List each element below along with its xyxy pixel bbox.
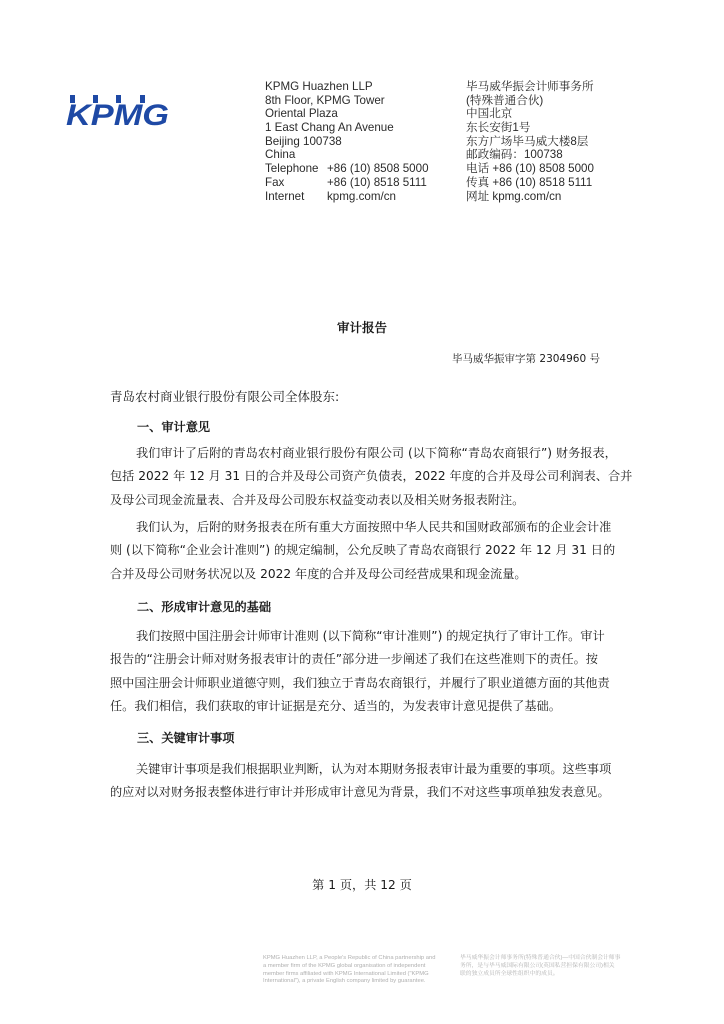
paragraph [110,625,610,718]
telephone-row [265,162,429,176]
footer-english [263,955,435,986]
paragraph [110,516,616,586]
text-line: 关键审计事项是我们根据职业判断，认为对本期财务报表审计最为重要的事项。这些事项 [136,762,612,776]
footer-line: a member firm of the KPMG global organisation of independent [263,962,426,969]
text-line: 照中国注册会计师职业道德守则，我们独立于青岛农商银行，并履行了职业道德方面的其他责 [110,675,610,690]
footer-line: 联的独立成员所全球性组织中的成员。 [460,970,559,977]
address-english [265,80,429,203]
text-line: 我们认为，后附的财务报表在所有重大方面按照中华人民共和国财政部颁布的企业会计准 [136,520,612,534]
footer-line: member firms affiliated with KPMG International Limited ("KPMG [263,970,429,977]
report-reference-number: 毕马威华振审字第 2304960 号 [452,353,600,365]
address-street-cn: 东长安街1号 [466,121,531,135]
postcode-cn: 邮政编码：100738 [466,148,563,162]
text-line: 的应对以对财务报表整体进行审计并形成审计意见为背景，我们不对这些事项单独发表意见。 [110,785,610,800]
internet-label: Internet [265,189,305,203]
kpmg-logo [66,94,170,126]
partnership-type: (特殊普通合伙) [466,93,544,107]
phone-cn: 电话 +86 (10) 8508 5000 [466,162,594,176]
address-city: Beijing 100738 [265,134,342,148]
address-plaza: Oriental Plaza [265,107,338,121]
footer-chinese [460,955,620,978]
section-heading: 二、形成审计意见的基础 [137,600,272,614]
footer-line: KPMG Huazhen LLP, a People's Republic of China partnership and [263,955,436,961]
fax-label: Fax [265,175,285,189]
address-floor: 8th Floor, KPMG Tower [265,93,385,107]
telephone-label: Telephone [265,162,319,176]
address-street: 1 East Chang An Avenue [265,121,394,135]
text-line: 我们审计了后附的青岛农村商业银行股份有限公司 (以下简称“青岛农商银行”) 财务报表， [136,446,617,460]
fax-cn: 传真 +86 (10) 8518 5111 [466,175,593,189]
footer-line: International"), a private English company limited by guarantee. [263,978,426,985]
salutation: 青岛农村商业银行股份有限公司全体股东: [110,389,340,404]
company-name-en: KPMG Huazhen LLP [265,80,373,93]
text-line: 则 (以下简称“企业会计准则”) 的规定编制，公允反映了青岛农商银行 2022 年 12 月 31 日的 [110,543,616,558]
fax-value: +86 (10) 8518 5111 [327,175,427,189]
text-line: 我们按照中国注册会计师审计准则 (以下简称“审计准则”) 的规定执行了审计工作。审计 [136,629,605,643]
internet-row [265,190,429,204]
address-country: China [265,148,296,162]
fax-row [265,176,429,190]
text-line: 合并及母公司财务状况以及 2022 年度的合并及母公司经营成果和现金流量。 [110,566,527,581]
footer-line: 毕马威华振会计师事务所(特殊普通合伙)—中国合伙制会计师事 [460,955,621,961]
web-cn: 网址 kpmg.com/cn [466,189,562,203]
section-heading: 一、审计意见 [137,420,211,434]
logo-wordmark: KPMG [66,99,169,126]
telephone-value: +86 (10) 8508 5000 [327,162,429,176]
address-city-cn: 中国北京 [466,107,513,121]
paragraph [110,758,612,805]
text-line: 报告的“注册会计师对财务报表审计的责任”部分进一步阐述了我们在这些准则下的责任。按 [110,652,598,667]
text-line: 及母公司现金流量表、合并及母公司股东权益变动表以及相关财务报表附注。 [110,492,525,507]
text-line: 包括 2022 年 12 月 31 日的合并及母公司资产负债表，2022 年度的合并及母公司利润表、合并 [110,469,633,484]
page-number: 第 1 页，共 12 页 [312,878,412,892]
report-title: 审计报告 [336,320,387,335]
address-chinese [466,80,594,203]
paragraph [110,442,633,512]
section-heading: 三、关键审计事项 [137,731,235,745]
address-tower-cn: 东方广场毕马威大楼8层 [466,134,589,148]
company-name-cn: 毕马威华振会计师事务所 [466,80,594,93]
footer-line: 务所，是与毕马威国际有限公司(英国私营担保有限公司)相关 [460,962,615,969]
text-line: 任。我们相信，我们获取的审计证据是充分、适当的，为发表审计意见提供了基础。 [110,698,561,713]
internet-value: kpmg.com/cn [327,189,396,203]
